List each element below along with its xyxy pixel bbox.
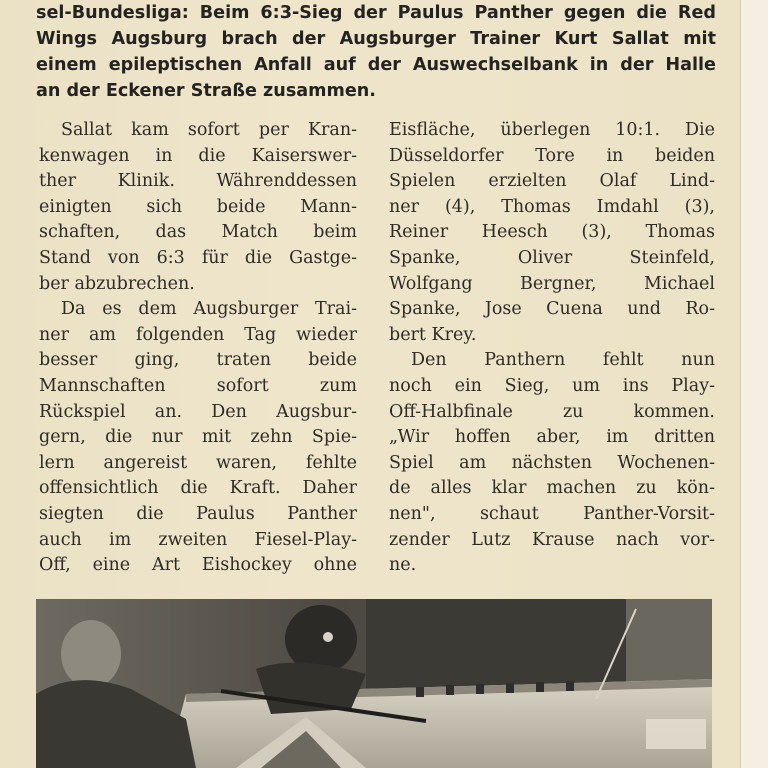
article-photo: [36, 599, 712, 768]
text-line: kenwagen in die Kaiserswer-: [39, 145, 357, 166]
text-line: ther Klinik. Währenddessen: [39, 171, 357, 192]
text-line: Spanke, Oliver Steinfeld,: [389, 247, 715, 268]
text-line: ner (4), Thomas Imdahl (3),: [389, 196, 715, 217]
text-line: schaften, das Match beim: [39, 222, 357, 243]
lead-line: einem epileptischen Anfall auf der Auswechselbank in der Halle: [36, 55, 716, 75]
text-line: ner am folgenden Tag wieder: [39, 324, 357, 345]
text-line: Reiner Heesch (3), Thomas: [389, 222, 715, 243]
text-line: gern, die nur mit zehn Spie-: [39, 427, 357, 448]
text-line: Eisfläche, überlegen 10:1. Die: [389, 120, 715, 140]
text-line: ber abzubrechen.: [39, 273, 195, 294]
text-line: ne.: [389, 555, 417, 576]
text-line: besser ging, traten beide: [39, 350, 357, 371]
article-column-right: [389, 118, 715, 579]
lead-line: sel-Bundesliga: Beim 6:3-Sieg der Paulus Panther gegen die Red: [36, 3, 716, 23]
text-line: noch ein Sieg, um ins Play-: [389, 375, 715, 396]
article-column-left: [39, 118, 357, 579]
text-line: offensichtlich die Kraft. Daher: [39, 478, 357, 499]
text-line: auch im zweiten Fiesel-Play-: [39, 529, 357, 550]
lead-line: an der Eckener Straße zusammen.: [36, 81, 376, 101]
page-margin: [740, 0, 768, 768]
text-line: nen", schaut Panther-Vorsit-: [389, 503, 715, 524]
text-line: Spiel am nächsten Wochenen-: [389, 452, 715, 473]
lead-line: Wings Augsburg brach der Augsburger Trainer Kurt Sallat mit: [36, 29, 716, 49]
text-line: Wolfgang Bergner, Michael: [389, 273, 715, 294]
text-line: Düsseldorfer Tore in beiden: [389, 145, 715, 166]
text-line: Spielen erzielten Olaf Lind-: [389, 171, 715, 192]
text-line: zender Lutz Krause nach vor-: [389, 529, 715, 550]
text-line: Off-Halbfinale zu kommen.: [389, 401, 715, 422]
text-line: Da es dem Augsburger Trai-: [61, 299, 357, 320]
text-line: Mannschaften sofort zum: [39, 375, 357, 396]
text-line: Den Panthern fehlt nun: [411, 350, 715, 371]
text-line: Spanke, Jose Cuena und Ro-: [389, 299, 715, 320]
text-line: Stand von 6:3 für die Gastge-: [39, 247, 357, 268]
text-line: einigten sich beide Mann-: [39, 196, 357, 217]
text-line: siegten die Paulus Panther: [39, 503, 357, 524]
text-line: de alles klar machen zu kön-: [389, 478, 715, 499]
text-line: Sallat kam sofort per Kran-: [61, 120, 357, 140]
text-line: „Wir hoffen aber, im dritten: [389, 427, 715, 448]
text-line: bert Krey.: [389, 324, 477, 345]
photo-image: [36, 599, 712, 768]
text-line: Rückspiel an. Den Augsbur-: [39, 401, 357, 422]
article-lead: [36, 0, 716, 104]
text-line: Off, eine Art Eishockey ohne: [39, 555, 357, 576]
text-line: lern angereist waren, fehlte: [39, 452, 357, 473]
